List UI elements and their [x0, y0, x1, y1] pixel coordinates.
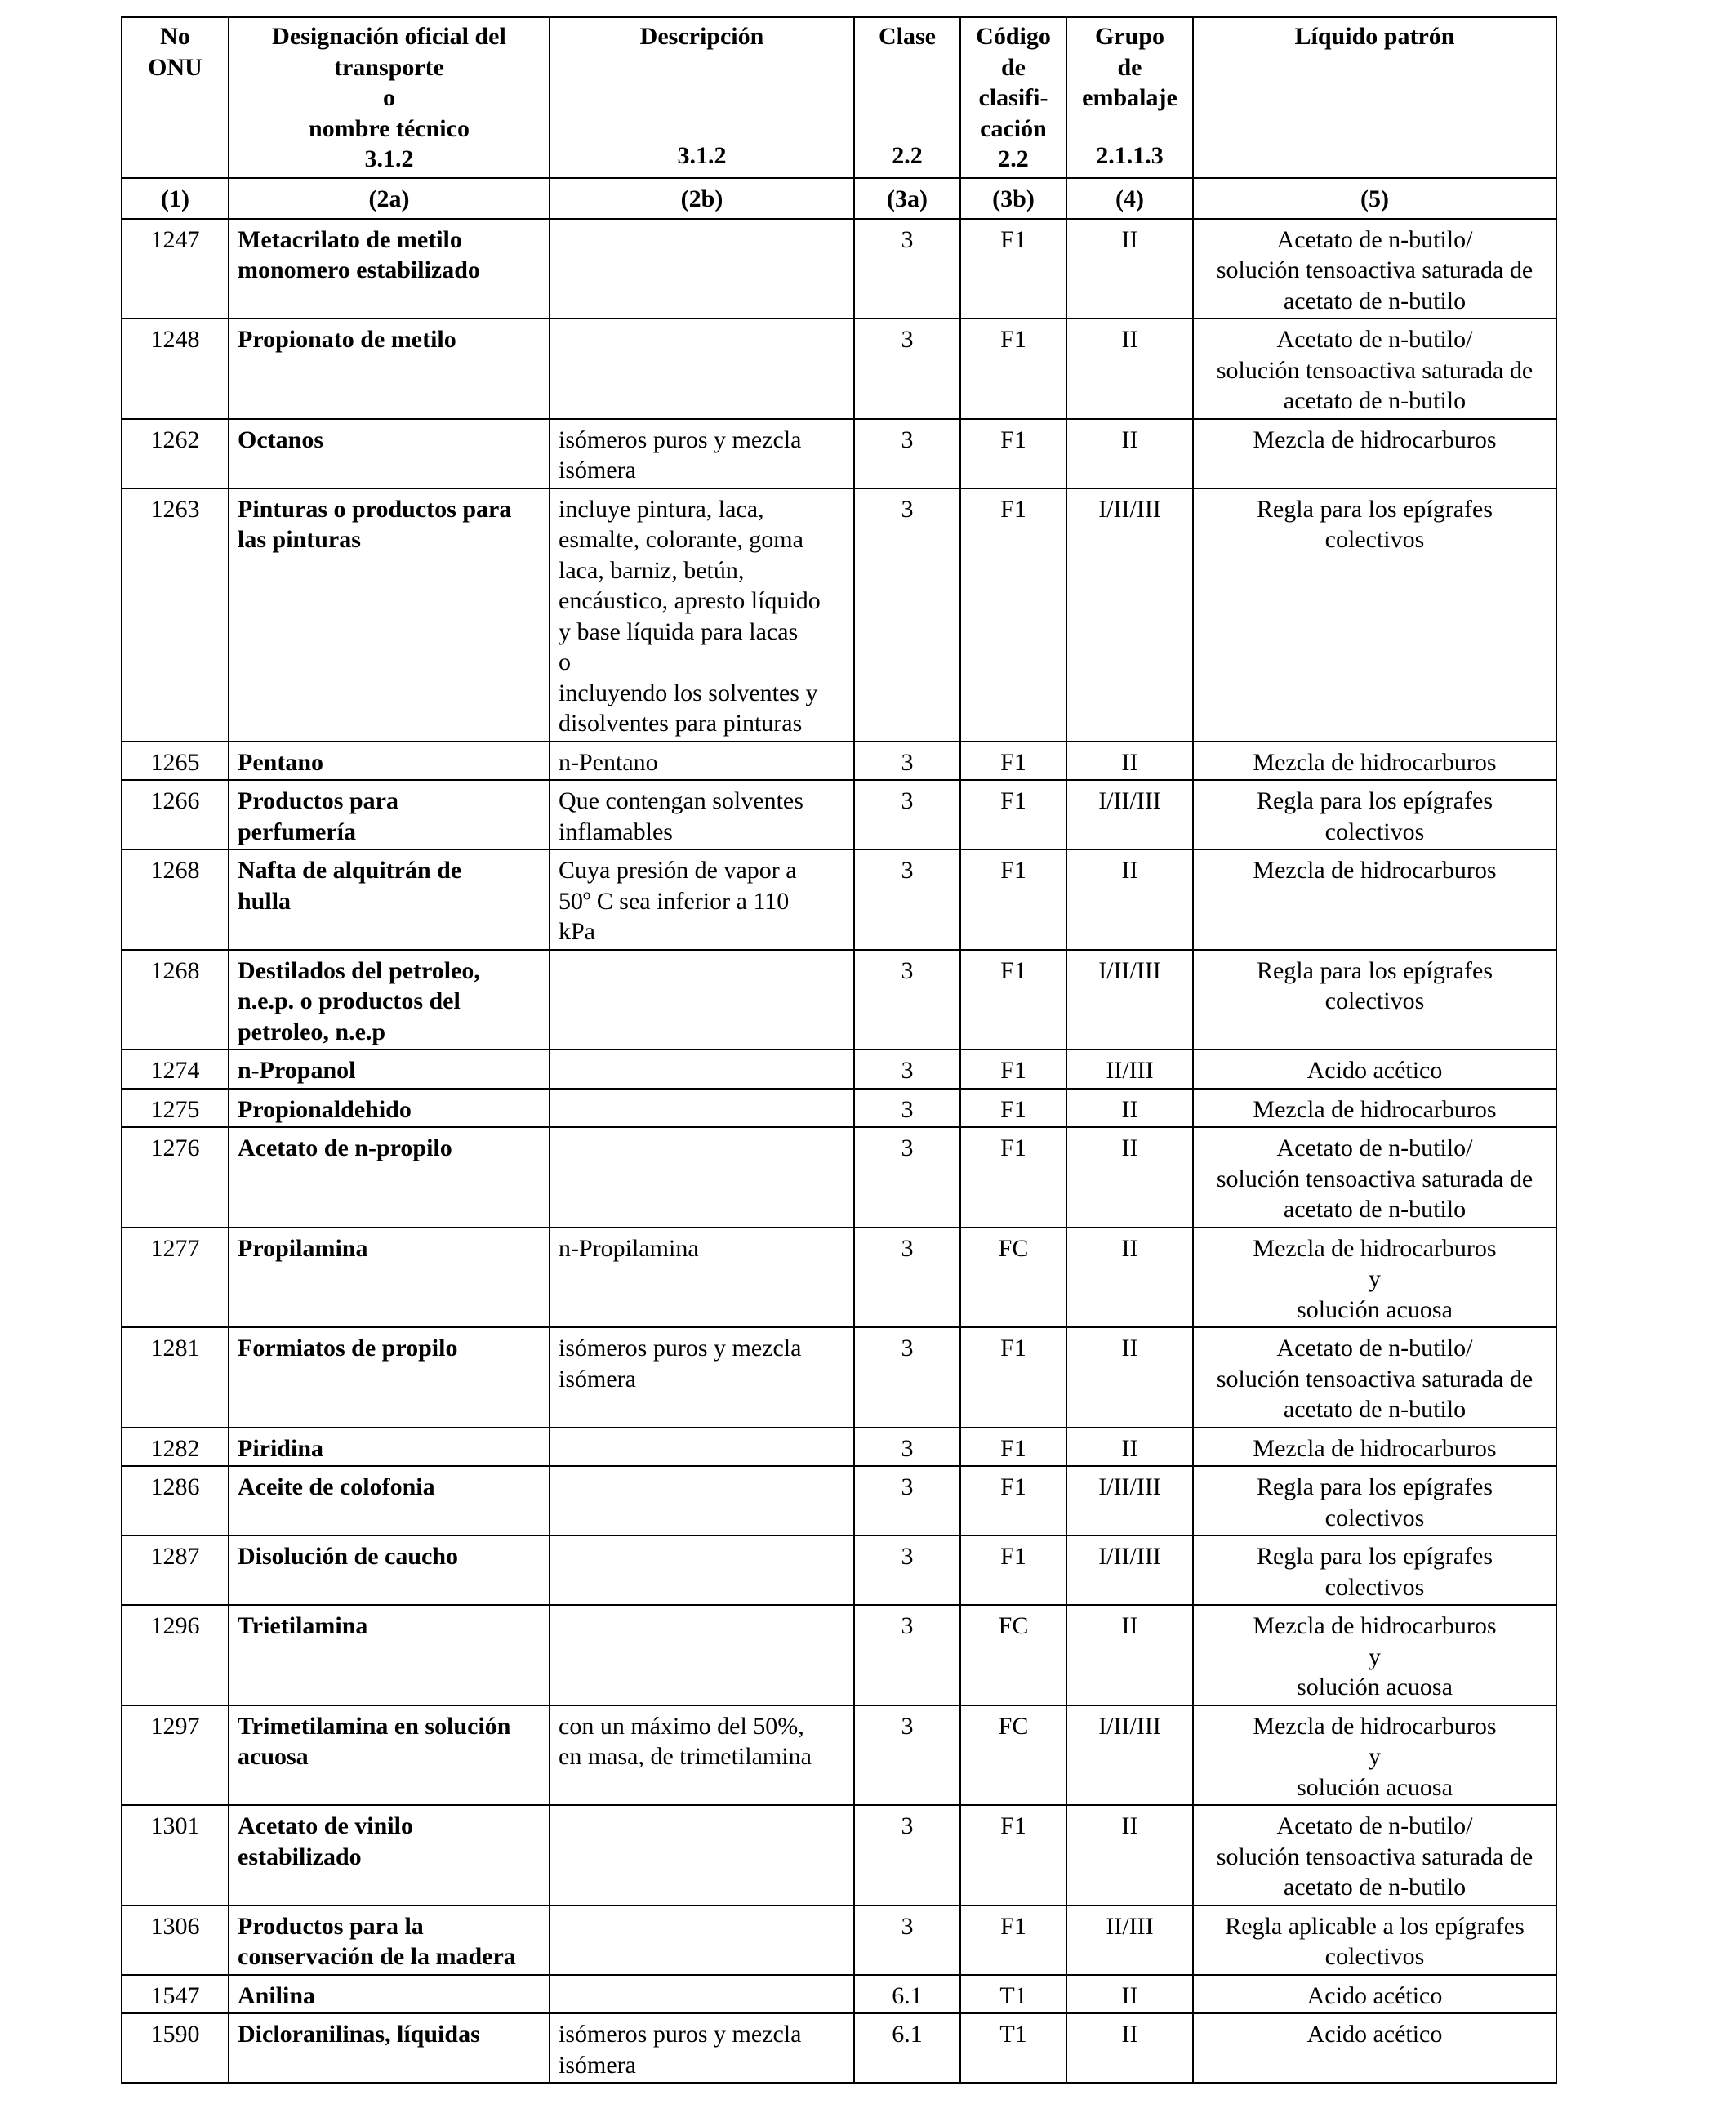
cell-codigo: FC	[960, 1605, 1066, 1705]
cell-designacion: Metacrilato de metilo monomero estabilizado	[229, 219, 550, 319]
cell-designacion: Acetato de vinilo estabilizado	[229, 1805, 550, 1905]
cell-designacion: Dicloranilinas, líquidas	[229, 2013, 550, 2083]
table-row	[122, 1705, 1556, 1806]
cell-codigo: F1	[960, 1089, 1066, 1128]
cell-descripcion: isómeros puros y mezcla isómera	[550, 2013, 854, 2083]
cell-clase: 3	[854, 1050, 960, 1089]
cell-grupo: I/II/III	[1066, 780, 1193, 849]
cell-codigo: F1	[960, 319, 1066, 419]
cell-liquido-patron: Acetato de n-butilo/ solución tensoactiva saturada de acetato de n-butilo	[1193, 319, 1556, 419]
cell-clase: 3	[854, 1705, 960, 1806]
cell-grupo: I/II/III	[1066, 1466, 1193, 1535]
cell-clase: 3	[854, 419, 960, 488]
cell-liquido-patron: Mezcla de hidrocarburos y solución acuosa	[1193, 1605, 1556, 1705]
cell-designacion: Piridina	[229, 1428, 550, 1467]
cell-liquido-patron: Regla para los epígrafes colectivos	[1193, 1466, 1556, 1535]
table-row	[122, 742, 1556, 781]
cell-liquido-patron: Mezcla de hidrocarburos	[1193, 419, 1556, 488]
cell-clase: 3	[854, 849, 960, 950]
table-row	[122, 1905, 1556, 1975]
cell-grupo: II	[1066, 1975, 1193, 2014]
column-number: (2b)	[550, 178, 854, 219]
cell-descripcion: con un máximo del 50%, en masa, de trimetilamina	[550, 1705, 854, 1806]
cell-grupo: II	[1066, 1805, 1193, 1905]
cell-codigo: FC	[960, 1228, 1066, 1328]
cell-clase: 3	[854, 219, 960, 319]
column-number: (1)	[122, 178, 229, 219]
cell-descripcion	[550, 1975, 854, 2014]
cell-codigo: F1	[960, 219, 1066, 319]
cell-designacion: Aceite de colofonia	[229, 1466, 550, 1535]
cell-designacion: Disolución de caucho	[229, 1535, 550, 1605]
cell-codigo: F1	[960, 1535, 1066, 1605]
cell-no-onu: 1590	[122, 2013, 229, 2083]
cell-no-onu: 1296	[122, 1605, 229, 1705]
cell-no-onu: 1276	[122, 1127, 229, 1228]
header-title: Clase	[879, 23, 936, 50]
dangerous-goods-table	[121, 16, 1557, 2084]
table-row	[122, 319, 1556, 419]
table-row	[122, 2013, 1556, 2083]
header-title: Grupo de embalaje	[1082, 23, 1177, 111]
cell-descripcion	[550, 1535, 854, 1605]
cell-clase: 3	[854, 1805, 960, 1905]
cell-designacion: Pinturas o productos para las pinturas	[229, 488, 550, 742]
table-row	[122, 1975, 1556, 2014]
header-descripcion	[550, 17, 854, 178]
cell-designacion: Acetato de n-propilo	[229, 1127, 550, 1228]
cell-codigo: F1	[960, 780, 1066, 849]
cell-no-onu: 1268	[122, 950, 229, 1050]
cell-liquido-patron: Acetato de n-butilo/ solución tensoactiva saturada de acetato de n-butilo	[1193, 1327, 1556, 1428]
cell-liquido-patron: Mezcla de hidrocarburos	[1193, 849, 1556, 950]
cell-codigo: FC	[960, 1705, 1066, 1806]
cell-clase: 3	[854, 1089, 960, 1128]
table-row	[122, 1127, 1556, 1228]
cell-liquido-patron: Mezcla de hidrocarburos	[1193, 1089, 1556, 1128]
cell-designacion: Octanos	[229, 419, 550, 488]
cell-descripcion: n-Pentano	[550, 742, 854, 781]
cell-clase: 3	[854, 1228, 960, 1328]
cell-descripcion	[550, 1805, 854, 1905]
header-title: Líquido patrón	[1294, 23, 1455, 50]
column-number: (4)	[1066, 178, 1193, 219]
cell-grupo: II/III	[1066, 1905, 1193, 1975]
column-number: (2a)	[229, 178, 550, 219]
cell-clase: 3	[854, 1127, 960, 1228]
table-row	[122, 419, 1556, 488]
table-body	[122, 219, 1556, 2084]
header-ref: 2.2	[892, 141, 923, 169]
cell-designacion: Formiatos de propilo	[229, 1327, 550, 1428]
cell-liquido-patron: Acido acético	[1193, 1975, 1556, 2014]
cell-grupo: II	[1066, 319, 1193, 419]
cell-clase: 3	[854, 780, 960, 849]
cell-designacion: n-Propanol	[229, 1050, 550, 1089]
cell-clase: 3	[854, 950, 960, 1050]
header-title: Código de clasifi- cación	[976, 23, 1051, 142]
cell-no-onu: 1287	[122, 1535, 229, 1605]
table-row	[122, 1089, 1556, 1128]
cell-designacion: Propilamina	[229, 1228, 550, 1328]
cell-descripcion	[550, 950, 854, 1050]
table-row	[122, 1535, 1556, 1605]
cell-clase: 3	[854, 1327, 960, 1428]
cell-descripcion	[550, 1089, 854, 1128]
header-designacion	[229, 17, 550, 178]
cell-clase: 3	[854, 488, 960, 742]
cell-no-onu: 1262	[122, 419, 229, 488]
cell-grupo: II	[1066, 1428, 1193, 1467]
cell-liquido-patron: Mezcla de hidrocarburos	[1193, 742, 1556, 781]
cell-descripcion	[550, 1466, 854, 1535]
header-title: Descripción	[639, 23, 764, 50]
cell-no-onu: 1248	[122, 319, 229, 419]
cell-designacion: Propionaldehido	[229, 1089, 550, 1128]
cell-liquido-patron: Acetato de n-butilo/ solución tensoactiva saturada de acetato de n-butilo	[1193, 219, 1556, 319]
cell-clase: 6.1	[854, 2013, 960, 2083]
cell-descripcion	[550, 219, 854, 319]
cell-liquido-patron: Mezcla de hidrocarburos y solución acuosa	[1193, 1705, 1556, 1806]
cell-descripcion: Que contengan solventes inflamables	[550, 780, 854, 849]
cell-descripcion	[550, 319, 854, 419]
table-row	[122, 1805, 1556, 1905]
cell-descripcion	[550, 1428, 854, 1467]
column-number: (3b)	[960, 178, 1066, 219]
column-number-row	[122, 178, 1556, 219]
cell-no-onu: 1247	[122, 219, 229, 319]
cell-grupo: I/II/III	[1066, 1535, 1193, 1605]
cell-codigo: F1	[960, 1805, 1066, 1905]
cell-designacion: Anilina	[229, 1975, 550, 2014]
cell-grupo: I/II/III	[1066, 950, 1193, 1050]
cell-clase: 3	[854, 1535, 960, 1605]
cell-designacion: Pentano	[229, 742, 550, 781]
header-no-onu	[122, 17, 229, 178]
cell-no-onu: 1286	[122, 1466, 229, 1535]
cell-no-onu: 1263	[122, 488, 229, 742]
cell-no-onu: 1266	[122, 780, 229, 849]
table-row	[122, 1428, 1556, 1467]
cell-clase: 3	[854, 1466, 960, 1535]
cell-clase: 3	[854, 742, 960, 781]
cell-grupo: II	[1066, 1228, 1193, 1328]
table-row	[122, 219, 1556, 319]
cell-grupo: II	[1066, 1327, 1193, 1428]
cell-clase: 3	[854, 1905, 960, 1975]
cell-no-onu: 1282	[122, 1428, 229, 1467]
cell-liquido-patron: Acido acético	[1193, 2013, 1556, 2083]
table-row	[122, 849, 1556, 950]
cell-clase: 3	[854, 1605, 960, 1705]
cell-descripcion	[550, 1605, 854, 1705]
cell-grupo: I/II/III	[1066, 488, 1193, 742]
cell-liquido-patron: Regla para los epígrafes colectivos	[1193, 950, 1556, 1050]
cell-codigo: T1	[960, 1975, 1066, 2014]
cell-designacion: Productos para la conservación de la madera	[229, 1905, 550, 1975]
cell-liquido-patron: Acetato de n-butilo/ solución tensoactiva saturada de acetato de n-butilo	[1193, 1805, 1556, 1905]
table-row	[122, 1327, 1556, 1428]
cell-grupo: II	[1066, 1127, 1193, 1228]
cell-designacion: Nafta de alquitrán de hulla	[229, 849, 550, 950]
cell-codigo: F1	[960, 1428, 1066, 1467]
cell-designacion: Trimetilamina en solución acuosa	[229, 1705, 550, 1806]
cell-designacion: Destilados del petroleo, n.e.p. o productos del petroleo, n.e.p	[229, 950, 550, 1050]
cell-liquido-patron: Regla para los epígrafes colectivos	[1193, 488, 1556, 742]
cell-no-onu: 1265	[122, 742, 229, 781]
cell-codigo: F1	[960, 950, 1066, 1050]
cell-no-onu: 1297	[122, 1705, 229, 1806]
cell-no-onu: 1547	[122, 1975, 229, 2014]
cell-grupo: II	[1066, 219, 1193, 319]
header-codigo	[960, 17, 1066, 178]
table-row	[122, 780, 1556, 849]
cell-designacion: Productos para perfumería	[229, 780, 550, 849]
cell-codigo: T1	[960, 2013, 1066, 2083]
cell-codigo: F1	[960, 488, 1066, 742]
table-row	[122, 1228, 1556, 1328]
cell-codigo: F1	[960, 1905, 1066, 1975]
header-clase	[854, 17, 960, 178]
cell-no-onu: 1301	[122, 1805, 229, 1905]
header-title: No ONU	[148, 23, 203, 81]
cell-descripcion: isómeros puros y mezcla isómera	[550, 419, 854, 488]
header-ref: 3.1.2	[677, 141, 727, 169]
cell-liquido-patron: Mezcla de hidrocarburos	[1193, 1428, 1556, 1467]
cell-grupo: II	[1066, 849, 1193, 950]
cell-grupo: II	[1066, 1089, 1193, 1128]
cell-descripcion: n-Propilamina	[550, 1228, 854, 1328]
document-page	[121, 16, 1556, 2084]
cell-no-onu: 1268	[122, 849, 229, 950]
cell-descripcion: Cuya presión de vapor a 50º C sea inferior a 110 kPa	[550, 849, 854, 950]
table-row	[122, 1466, 1556, 1535]
cell-grupo: II	[1066, 2013, 1193, 2083]
table-row	[122, 488, 1556, 742]
cell-no-onu: 1274	[122, 1050, 229, 1089]
cell-grupo: II	[1066, 1605, 1193, 1705]
cell-liquido-patron: Acetato de n-butilo/ solución tensoactiva saturada de acetato de n-butilo	[1193, 1127, 1556, 1228]
cell-codigo: F1	[960, 1127, 1066, 1228]
header-ref: 3.1.2	[364, 145, 414, 172]
cell-no-onu: 1277	[122, 1228, 229, 1328]
table-row	[122, 1050, 1556, 1089]
cell-grupo: II/III	[1066, 1050, 1193, 1089]
cell-descripcion: incluye pintura, laca, esmalte, colorante, goma laca, barniz, betún, encáustico, apresto líquido y base líquida para lacas o incluyendo los solventes y disolventes para pinturas	[550, 488, 854, 742]
cell-codigo: F1	[960, 419, 1066, 488]
column-number: (3a)	[854, 178, 960, 219]
cell-liquido-patron: Regla aplicable a los epígrafes colectivos	[1193, 1905, 1556, 1975]
header-liquido	[1193, 17, 1556, 178]
cell-clase: 3	[854, 1428, 960, 1467]
cell-descripcion: isómeros puros y mezcla isómera	[550, 1327, 854, 1428]
column-number: (5)	[1193, 178, 1556, 219]
cell-descripcion	[550, 1050, 854, 1089]
header-title: Designación oficial del transporte o nombre técnico	[272, 23, 506, 142]
cell-designacion: Propionato de metilo	[229, 319, 550, 419]
cell-liquido-patron: Mezcla de hidrocarburos y solución acuosa	[1193, 1228, 1556, 1328]
cell-descripcion	[550, 1905, 854, 1975]
cell-codigo: F1	[960, 1466, 1066, 1535]
cell-grupo: II	[1066, 419, 1193, 488]
cell-liquido-patron: Regla para los epígrafes colectivos	[1193, 1535, 1556, 1605]
header-row	[122, 17, 1556, 178]
cell-no-onu: 1275	[122, 1089, 229, 1128]
cell-clase: 3	[854, 319, 960, 419]
cell-codigo: F1	[960, 742, 1066, 781]
cell-no-onu: 1306	[122, 1905, 229, 1975]
table-row	[122, 1605, 1556, 1705]
header-ref: 2.2	[998, 145, 1029, 172]
cell-codigo: F1	[960, 1327, 1066, 1428]
cell-liquido-patron: Regla para los epígrafes colectivos	[1193, 780, 1556, 849]
header-grupo	[1066, 17, 1193, 178]
cell-grupo: II	[1066, 742, 1193, 781]
cell-designacion: Trietilamina	[229, 1605, 550, 1705]
table-row	[122, 950, 1556, 1050]
cell-grupo: I/II/III	[1066, 1705, 1193, 1806]
cell-no-onu: 1281	[122, 1327, 229, 1428]
cell-codigo: F1	[960, 849, 1066, 950]
cell-liquido-patron: Acido acético	[1193, 1050, 1556, 1089]
header-ref: 2.1.1.3	[1096, 141, 1164, 169]
cell-descripcion	[550, 1127, 854, 1228]
cell-codigo: F1	[960, 1050, 1066, 1089]
cell-clase: 6.1	[854, 1975, 960, 2014]
